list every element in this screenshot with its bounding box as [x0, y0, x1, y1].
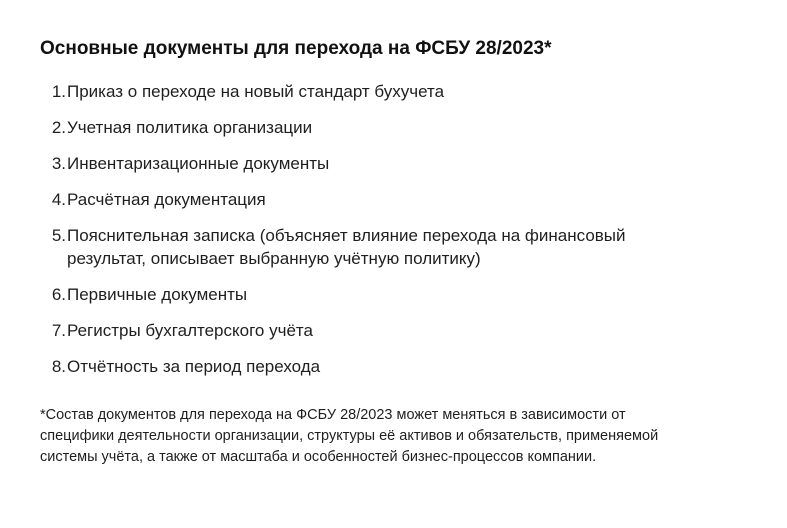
list-item-number: 7. [51, 321, 66, 340]
list-item [40, 116, 747, 139]
documents-list [40, 80, 747, 378]
list-item-text: Пояснительная записка (объясняет влияние перехода на финансовый результат, описывает выбранную учётную политику) [67, 226, 626, 268]
list-item [40, 152, 747, 175]
list-item [40, 355, 747, 378]
list-item-text: Учетная политика организации [67, 118, 313, 137]
list-item-number: 2. [51, 118, 66, 137]
list-item-text: Регистры бухгалтерского учёта [67, 321, 313, 340]
footnote: *Состав документов для перехода на ФСБУ 28/2023 может меняться в зависимости от специфики деятельности организации, структуры её активов и обязательств, применяемой системы учёта, а также от масштаба и особенностей бизнес-процессов компании. [40, 407, 659, 465]
list-item [40, 319, 747, 342]
list-item [40, 80, 747, 103]
list-item-text: Отчётность за период перехода [67, 357, 321, 376]
list-item-number: 6. [51, 285, 66, 304]
list-item-number: 5. [51, 226, 66, 245]
document-title: Основные документы для перехода на ФСБУ 28/2023* [40, 38, 552, 59]
list-item [40, 188, 747, 211]
list-item-text: Приказ о переходе на новый стандарт бухучета [67, 82, 445, 101]
list-item-text: Расчётная документация [67, 190, 266, 209]
list-item-number: 1. [51, 82, 66, 101]
list-item [40, 224, 747, 270]
list-item-text: Первичные документы [67, 285, 248, 304]
list-item-text: Инвентаризационные документы [67, 154, 330, 173]
list-item-number: 8. [51, 357, 66, 376]
list-item [40, 283, 747, 306]
list-item-number: 3. [51, 154, 66, 173]
list-item-number: 4. [51, 190, 66, 209]
